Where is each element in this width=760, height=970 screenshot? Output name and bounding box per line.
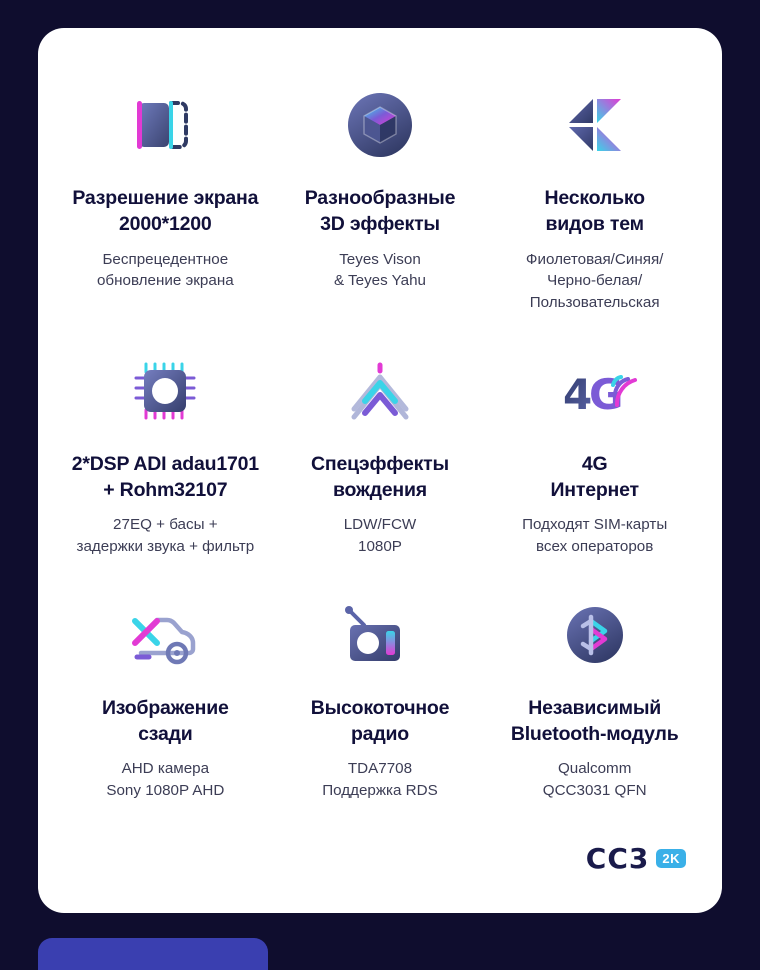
svg-text:4: 4 bbox=[562, 369, 592, 419]
rear-camera-icon bbox=[115, 580, 215, 690]
4g-internet-icon bbox=[545, 336, 645, 446]
feature-title: Высокоточное радио bbox=[310, 696, 450, 745]
feature-item-3d-effects bbox=[273, 70, 488, 314]
feature-item-rear-camera bbox=[58, 580, 273, 802]
feature-subtitle: 27EQ + басы + задержки звука + фильтр bbox=[76, 516, 255, 555]
feature-title: Несколько видов тем bbox=[544, 187, 645, 235]
feature-item-themes bbox=[487, 70, 702, 314]
3d-cube-icon bbox=[340, 70, 420, 180]
feature-title: 4G Интернет bbox=[550, 452, 639, 501]
feature-title: Спецэффекты вождения bbox=[311, 452, 449, 501]
feature-item-bluetooth bbox=[487, 580, 702, 802]
screen-resolution-icon bbox=[125, 70, 205, 180]
feature-grid bbox=[58, 70, 702, 802]
feature-subtitle: TDA7708 Поддержка RDS bbox=[322, 760, 438, 799]
brand-badge: 2K bbox=[656, 849, 686, 868]
feature-subtitle: Фиолетовая/Синяя/ Черно-белая/ Пользовательская bbox=[525, 250, 664, 311]
radio-icon bbox=[330, 580, 430, 690]
feature-subtitle: Teyes Vison & Teyes Yahu bbox=[333, 250, 427, 290]
feature-item-radio bbox=[273, 580, 488, 802]
feature-item-driving-effects bbox=[273, 336, 488, 558]
feature-subtitle: LDW/FCW 1080P bbox=[343, 516, 417, 555]
bluetooth-icon bbox=[555, 580, 635, 690]
feature-item-screen-resolution bbox=[58, 70, 273, 314]
feature-item-4g bbox=[487, 336, 702, 558]
feature-title: Разнообразные 3D эффекты bbox=[304, 187, 456, 235]
brand-logo bbox=[586, 842, 686, 875]
feature-title: 2*DSP ADI adau1701 + Rohm32107 bbox=[71, 452, 259, 501]
driving-effects-icon bbox=[332, 336, 428, 446]
feature-title: Изображение сзади bbox=[101, 696, 229, 745]
feature-subtitle: Подходят SIM-карты всех операторов bbox=[522, 516, 668, 555]
feature-subtitle: Qualcomm QCC3031 QFN bbox=[542, 760, 647, 799]
feature-item-dsp bbox=[58, 336, 273, 558]
brand-name: CC3 bbox=[585, 842, 650, 875]
feature-subtitle: AHD камера Sony 1080P AHD bbox=[106, 760, 225, 799]
feature-subtitle: Беспрецедентное обновление экрана bbox=[96, 250, 234, 290]
feature-title: Разрешение экрана 2000*1200 bbox=[72, 187, 259, 235]
feature-title: Независимый Bluetooth-модуль bbox=[510, 696, 679, 745]
themes-icon bbox=[555, 70, 635, 180]
bottom-strip bbox=[38, 938, 268, 970]
dsp-chip-icon bbox=[124, 336, 206, 446]
svg-text:G: G bbox=[588, 369, 624, 419]
feature-card bbox=[38, 28, 722, 913]
